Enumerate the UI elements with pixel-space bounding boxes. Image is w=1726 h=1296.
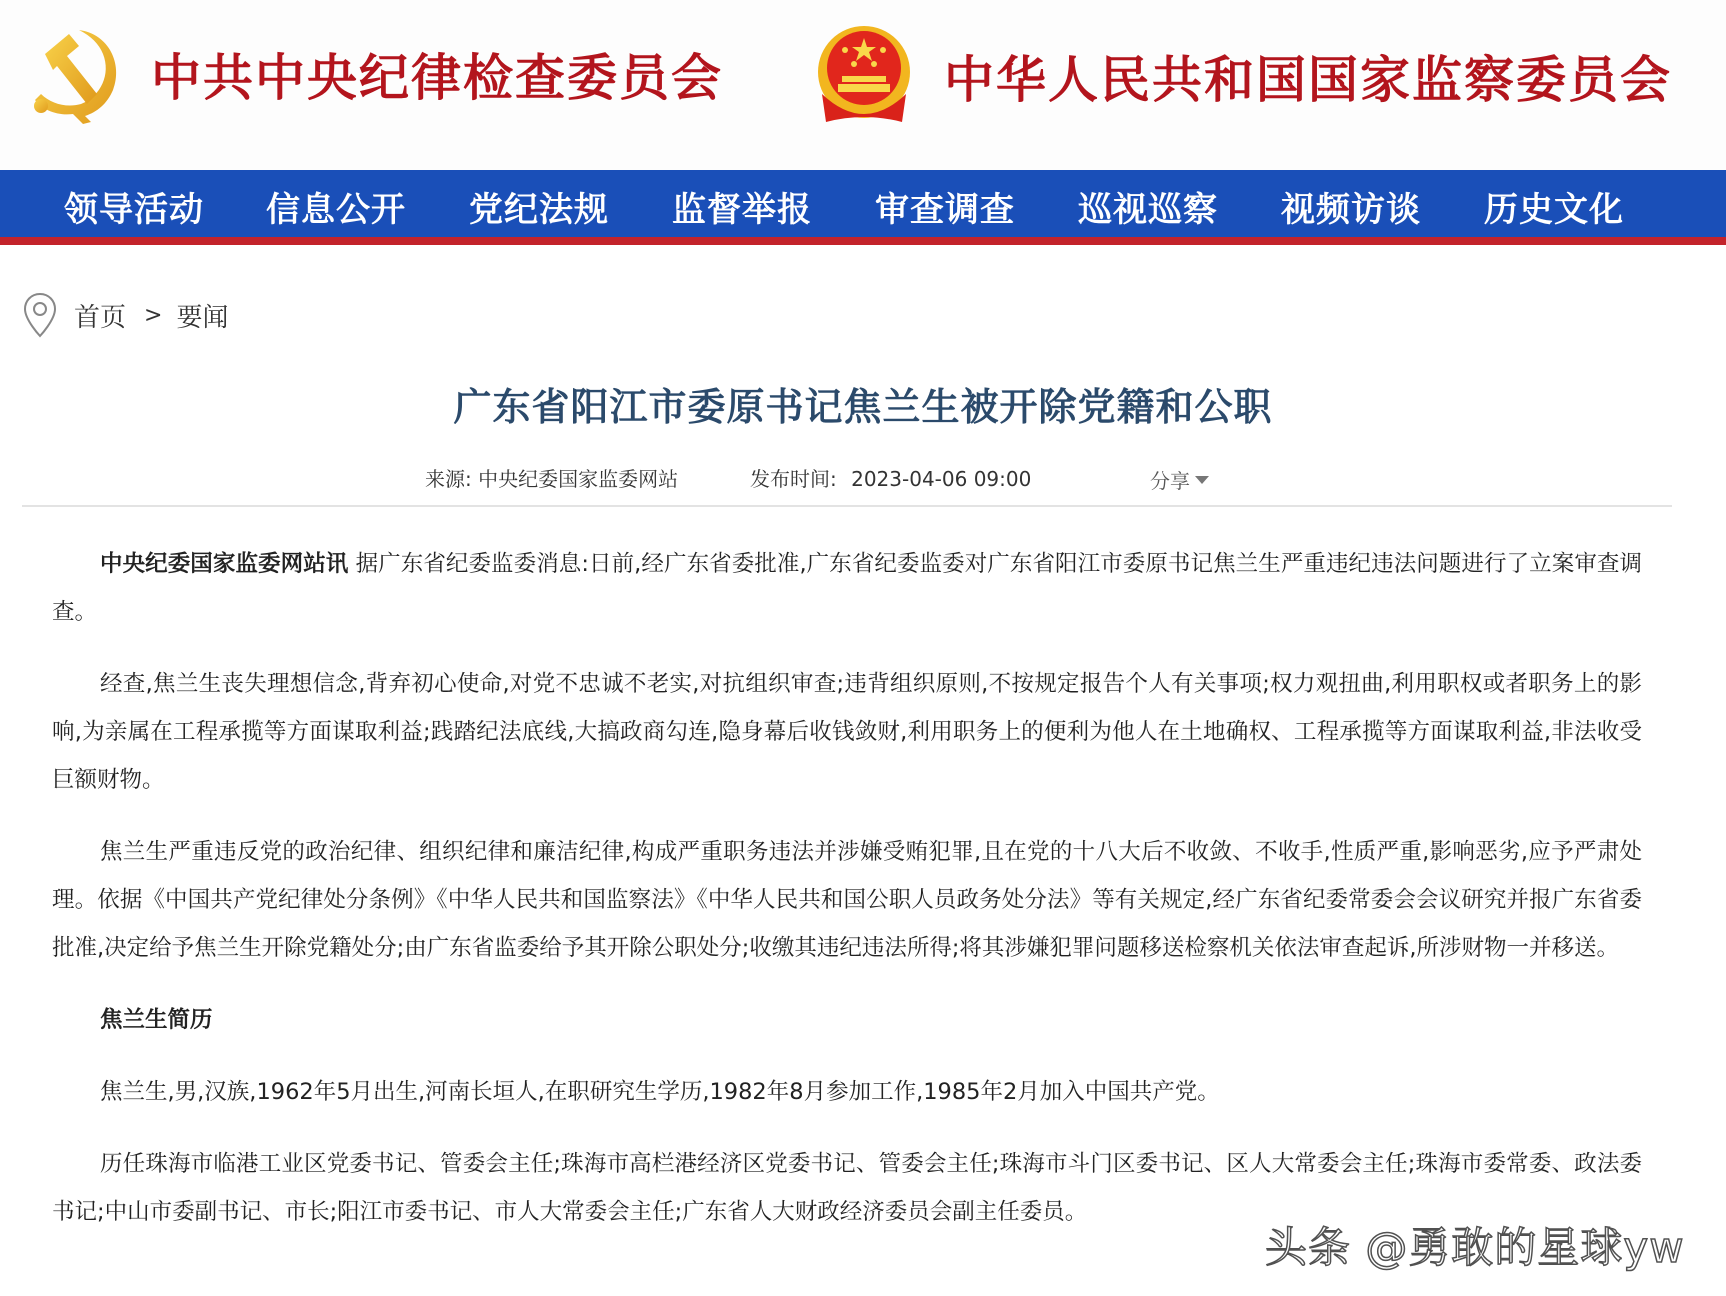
nav-item-disclosure[interactable]: 信息公开 xyxy=(266,190,406,230)
location-pin-icon xyxy=(22,292,58,338)
party-emblem-icon xyxy=(27,24,123,124)
site-header xyxy=(0,0,1726,170)
nsc-brand[interactable] xyxy=(812,24,1672,128)
paragraph: 经查,焦兰生丧失理想信念,背弃初心使命,对党不忠诚不老实,对抗组织审查;违背组织原则,不按规定报告个人有关事项;权力观扭曲,利用职权或者职务上的影响,为亲属在工程承揽等方面谋取利益;践踏纪法底线,大搞政商勾连,隐身幕后收钱敛财,利用职务上的便利为他人在土地确权、工程承揽等方面谋取利益,非法收受巨额财物。 xyxy=(52,671,1642,793)
share-label: 分享 xyxy=(1150,468,1190,493)
article-title: 广东省阳江市委原书记焦兰生被开除党籍和公职 xyxy=(453,385,1273,429)
article-source xyxy=(425,463,678,495)
paragraph-lead: 中央纪委国家监委网站讯 xyxy=(100,551,349,577)
article-time xyxy=(750,463,1031,495)
nav-item-history[interactable]: 历史文化 xyxy=(1484,190,1624,230)
bio-paragraph: 历任珠海市临港工业区党委书记、管委会主任;珠海市高栏港经济区党委书记、管委会主任;珠海市斗门区委书记、区人大常委会主任;珠海市委常委、政法委书记;中山市委副书记、市长;阳江市委书记、市人大常委会主任;广东省人大财政经济委员会副主任委员。 xyxy=(52,1151,1642,1225)
breadcrumb-home-link[interactable]: 首页 xyxy=(74,302,127,333)
nav-item-report[interactable]: 监督举报 xyxy=(672,190,812,230)
national-emblem-icon xyxy=(812,24,916,128)
watermark: 头条 @勇敢的星球yw xyxy=(1265,1223,1685,1272)
chevron-down-icon xyxy=(1195,476,1209,484)
article-body xyxy=(52,540,1642,1260)
time-value: 2023-04-06 09:00 xyxy=(851,467,1032,491)
nav-item-investigation[interactable]: 审查调查 xyxy=(875,190,1015,230)
share-button[interactable] xyxy=(1150,463,1209,495)
paragraph: 焦兰生严重违反党的政治纪律、组织纪律和廉洁纪律,构成严重职务违法并涉嫌受贿犯罪,且在党的十八大后不收敛、不收手,性质严重,影响恶劣,应予严肃处理。依据《中国共产党纪律处分条例》《中华人民共和国监察法》《中华人民共和国公职人员政务处分法》等有关规定,经广东省纪委常委会会议研究并报广东省委批准,决定给予焦兰生开除党籍处分;由广东省监委给予其开除公职处分;收缴其违纪违法所得;将其涉嫌犯罪问题移送检察机关依法审查起诉,所涉财物一并移送。 xyxy=(52,839,1642,961)
nav-item-leadership[interactable]: 领导活动 xyxy=(64,190,204,230)
time-label: 发布时间: xyxy=(750,467,837,491)
nav-item-video[interactable]: 视频访谈 xyxy=(1281,190,1421,230)
nav-item-inspection[interactable]: 巡视巡察 xyxy=(1078,190,1218,230)
breadcrumb xyxy=(22,290,228,340)
breadcrumb-current[interactable]: 要闻 xyxy=(176,302,229,333)
ccdi-title: 中共中央纪律检查委员会 xyxy=(151,48,723,107)
source-value: 中央纪委国家监委网站 xyxy=(478,467,679,491)
divider xyxy=(22,505,1672,507)
bio-paragraph: 焦兰生,男,汉族,1962年5月出生,河南长垣人,在职研究生学历,1982年8月参加工作,1985年2月加入中国共产党。 xyxy=(100,1079,1220,1105)
nav-red-stripe xyxy=(0,237,1726,245)
bio-heading: 焦兰生简历 xyxy=(100,1007,213,1033)
breadcrumb-separator: > xyxy=(144,302,163,328)
main-nav xyxy=(0,170,1726,237)
nsc-title: 中华人民共和国国家监察委员会 xyxy=(944,50,1672,109)
ccdi-brand[interactable] xyxy=(27,24,723,124)
nav-item-regulations[interactable]: 党纪法规 xyxy=(469,190,609,230)
source-label: 来源: xyxy=(425,467,472,491)
paragraph: 中央纪委国家监委网站讯 据广东省纪委监委消息:日前,经广东省委批准,广东省纪委监委对广东省阳江市委原书记焦兰生严重违纪违法问题进行了立案审查调查。 xyxy=(52,551,1642,625)
